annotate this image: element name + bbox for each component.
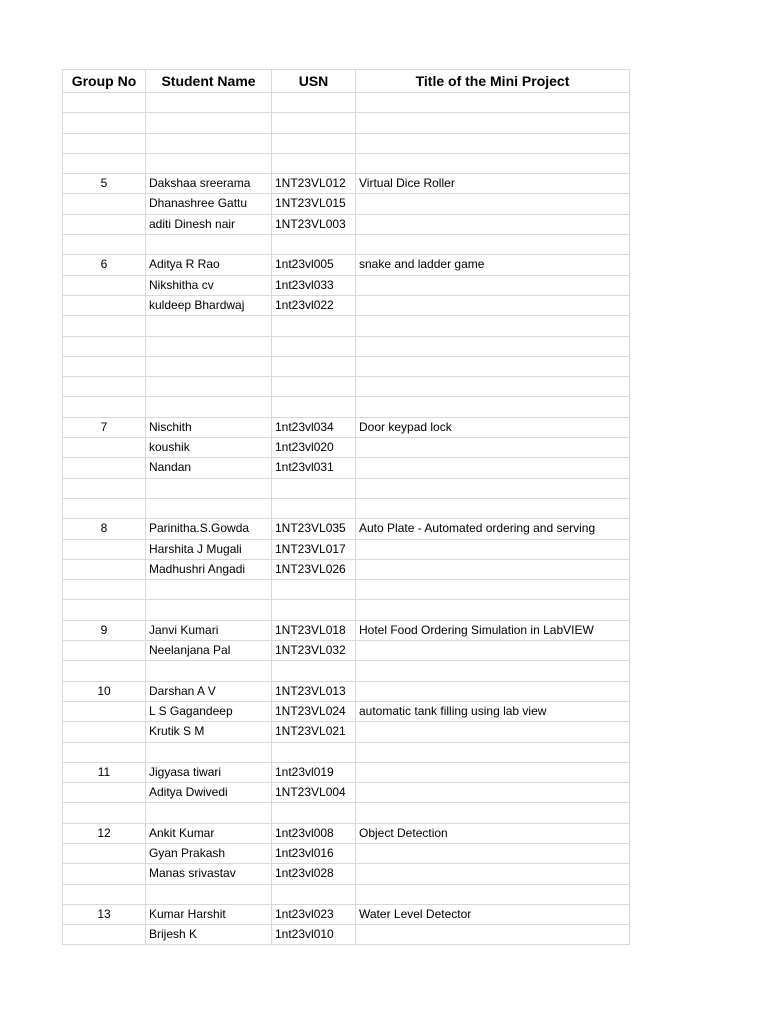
usn-cell: 1nt23vl034 [272,417,356,437]
usn-cell [272,397,356,417]
table-row [63,661,630,681]
project-title-cell [356,133,630,153]
usn-cell: 1NT23VL026 [272,559,356,579]
table-row [63,498,630,518]
project-title-cell [356,864,630,884]
table-body [63,93,630,945]
student-name-cell: Manas srivastav [146,864,272,884]
group-no-cell: 9 [63,620,146,640]
project-title-cell [356,783,630,803]
group-no-cell [63,559,146,579]
project-title-cell [356,153,630,173]
student-name-cell [146,803,272,823]
student-name-cell: aditi Dinesh nair [146,214,272,234]
table-row [63,701,630,721]
table-row [63,153,630,173]
student-name-cell: Nischith [146,417,272,437]
usn-cell [272,235,356,255]
usn-cell: 1nt23vl019 [272,762,356,782]
group-no-cell [63,214,146,234]
usn-cell: 1NT23VL021 [272,722,356,742]
group-no-cell [63,316,146,336]
project-title-cell [356,600,630,620]
table-row [63,356,630,376]
table-row [63,235,630,255]
group-no-cell [63,600,146,620]
table-row [63,174,630,194]
group-no-cell: 12 [63,823,146,843]
group-no-cell [63,661,146,681]
group-no-cell: 6 [63,255,146,275]
usn-cell [272,661,356,681]
student-name-cell: Madhushri Angadi [146,559,272,579]
project-title-cell: Virtual Dice Roller [356,174,630,194]
project-title-cell: Auto Plate - Automated ordering and serving [356,519,630,539]
group-no-cell [63,458,146,478]
usn-cell [272,356,356,376]
project-title-cell [356,641,630,661]
group-no-cell: 11 [63,762,146,782]
table-row [63,336,630,356]
student-name-cell: koushik [146,438,272,458]
usn-header: USN [272,70,356,93]
project-title-cell [356,295,630,315]
project-title-cell [356,925,630,945]
student-name-cell [146,336,272,356]
table-row [63,823,630,843]
project-title-cell: snake and ladder game [356,255,630,275]
student-name-cell [146,397,272,417]
student-name-cell: Darshan A V [146,681,272,701]
table-row [63,295,630,315]
group-no-cell [63,93,146,113]
table-row [63,722,630,742]
table-row [63,478,630,498]
student-name-cell: Dhanashree Gattu [146,194,272,214]
student-name-cell [146,113,272,133]
group-no-cell [63,356,146,376]
group-no-cell [63,194,146,214]
project-title-cell [356,397,630,417]
group-no-cell [63,377,146,397]
group-no-cell [63,580,146,600]
group-no-cell [63,722,146,742]
student-name-cell: Parinitha.S.Gowda [146,519,272,539]
project-title-cell [356,377,630,397]
table-row [63,742,630,762]
table-row [63,519,630,539]
student-name-cell: Nandan [146,458,272,478]
group-no-cell [63,864,146,884]
table-row [63,600,630,620]
project-title-cell [356,316,630,336]
table-row [63,925,630,945]
table-row [63,275,630,295]
usn-cell: 1nt23vl028 [272,864,356,884]
table-row [63,377,630,397]
usn-cell: 1nt23vl023 [272,904,356,924]
group-no-cell [63,295,146,315]
usn-cell [272,580,356,600]
usn-cell [272,316,356,336]
usn-cell: 1nt23vl022 [272,295,356,315]
group-no-cell [63,153,146,173]
header-row [63,70,630,93]
usn-cell: 1nt23vl033 [272,275,356,295]
project-title-cell [356,235,630,255]
project-title-cell [356,742,630,762]
table-row [63,559,630,579]
student-name-cell [146,884,272,904]
project-title-cell [356,458,630,478]
table-row [63,113,630,133]
usn-cell: 1nt23vl005 [272,255,356,275]
table-row [63,580,630,600]
project-title-cell [356,438,630,458]
project-title-cell: Hotel Food Ordering Simulation in LabVIEW [356,620,630,640]
student-name-cell: Gyan Prakash [146,843,272,863]
student-name-cell: Kumar Harshit [146,904,272,924]
table-row [63,641,630,661]
project-title-cell [356,722,630,742]
student-name-cell: Aditya R Rao [146,255,272,275]
usn-cell: 1nt23vl031 [272,458,356,478]
project-title-cell: Object Detection [356,823,630,843]
student-name-cell: Nikshitha cv [146,275,272,295]
usn-cell: 1nt23vl016 [272,843,356,863]
table-row [63,316,630,336]
usn-cell: 1nt23vl020 [272,438,356,458]
table-row [63,458,630,478]
group-no-cell [63,803,146,823]
usn-cell: 1NT23VL018 [272,620,356,640]
group-no-cell [63,925,146,945]
group-no-cell [63,235,146,255]
group-no-cell [63,498,146,518]
project-title-cell [356,113,630,133]
student-name-cell: Jigyasa tiwari [146,762,272,782]
group-no-cell [63,275,146,295]
usn-cell: 1nt23vl010 [272,925,356,945]
group-no-cell [63,641,146,661]
student-name-cell [146,580,272,600]
project-title-cell [356,884,630,904]
table-row [63,803,630,823]
table-row [63,93,630,113]
student-name-cell: kuldeep Bhardwaj [146,295,272,315]
project-title-cell [356,681,630,701]
usn-cell [272,742,356,762]
table-row [63,133,630,153]
group-no-cell [63,438,146,458]
student-name-cell [146,153,272,173]
usn-cell: 1NT23VL015 [272,194,356,214]
student-name-cell [146,661,272,681]
student-name-cell: Harshita J Mugali [146,539,272,559]
project-title-cell [356,93,630,113]
group-no-header: Group No [63,70,146,93]
table-row [63,864,630,884]
table-row [63,255,630,275]
usn-cell: 1NT23VL004 [272,783,356,803]
student-name-cell [146,235,272,255]
group-no-cell [63,133,146,153]
student-name-cell [146,498,272,518]
group-no-cell [63,478,146,498]
project-title-cell [356,275,630,295]
project-title-cell [356,539,630,559]
usn-cell [272,803,356,823]
project-title-cell: Water Level Detector [356,904,630,924]
project-title-header: Title of the Mini Project [356,70,630,93]
table-row [63,620,630,640]
student-name-cell: Neelanjana Pal [146,641,272,661]
student-name-cell: Aditya Dwivedi [146,783,272,803]
table-row [63,843,630,863]
student-name-cell: Brijesh K [146,925,272,945]
student-name-cell [146,133,272,153]
student-name-cell: Krutik S M [146,722,272,742]
group-no-cell [63,843,146,863]
student-name-cell [146,316,272,336]
group-no-cell [63,113,146,133]
usn-cell [272,478,356,498]
group-no-cell: 8 [63,519,146,539]
group-no-cell [63,742,146,762]
table-row [63,539,630,559]
usn-cell [272,498,356,518]
group-no-cell [63,701,146,721]
student-name-cell: Ankit Kumar [146,823,272,843]
table-row [63,438,630,458]
group-no-cell: 13 [63,904,146,924]
student-name-header: Student Name [146,70,272,93]
usn-cell [272,600,356,620]
project-title-cell [356,336,630,356]
group-no-cell [63,884,146,904]
project-title-cell [356,214,630,234]
usn-cell: 1NT23VL012 [272,174,356,194]
usn-cell: 1NT23VL035 [272,519,356,539]
student-name-cell [146,356,272,376]
student-name-cell: Dakshaa sreerama [146,174,272,194]
project-title-cell: automatic tank filling using lab view [356,701,630,721]
project-title-cell [356,580,630,600]
table-row [63,417,630,437]
table-row [63,904,630,924]
group-no-cell [63,783,146,803]
project-title-cell [356,803,630,823]
usn-cell [272,377,356,397]
table-row [63,884,630,904]
student-name-cell [146,600,272,620]
table-row [63,214,630,234]
usn-cell: 1nt23vl008 [272,823,356,843]
student-name-cell: L S Gagandeep [146,701,272,721]
usn-cell: 1NT23VL013 [272,681,356,701]
student-name-cell [146,93,272,113]
project-title-cell: Door keypad lock [356,417,630,437]
group-no-cell [63,336,146,356]
usn-cell [272,113,356,133]
table-row [63,681,630,701]
project-title-cell [356,478,630,498]
usn-cell [272,336,356,356]
usn-cell [272,133,356,153]
project-title-cell [356,559,630,579]
project-title-cell [356,843,630,863]
project-title-cell [356,194,630,214]
group-no-cell [63,539,146,559]
usn-cell: 1NT23VL024 [272,701,356,721]
mini-project-table [62,69,630,945]
project-title-cell [356,498,630,518]
student-name-cell: Janvi Kumari [146,620,272,640]
group-no-cell: 7 [63,417,146,437]
group-no-cell: 5 [63,174,146,194]
usn-cell: 1NT23VL017 [272,539,356,559]
table-header [63,70,630,93]
usn-cell: 1NT23VL003 [272,214,356,234]
usn-cell [272,153,356,173]
usn-cell: 1NT23VL032 [272,641,356,661]
usn-cell [272,884,356,904]
group-no-cell: 10 [63,681,146,701]
table-row [63,783,630,803]
project-title-cell [356,762,630,782]
usn-cell [272,93,356,113]
table-row [63,397,630,417]
table-row [63,194,630,214]
student-name-cell [146,742,272,762]
student-name-cell [146,478,272,498]
student-name-cell [146,377,272,397]
project-title-cell [356,356,630,376]
table-row [63,762,630,782]
project-title-cell [356,661,630,681]
group-no-cell [63,397,146,417]
